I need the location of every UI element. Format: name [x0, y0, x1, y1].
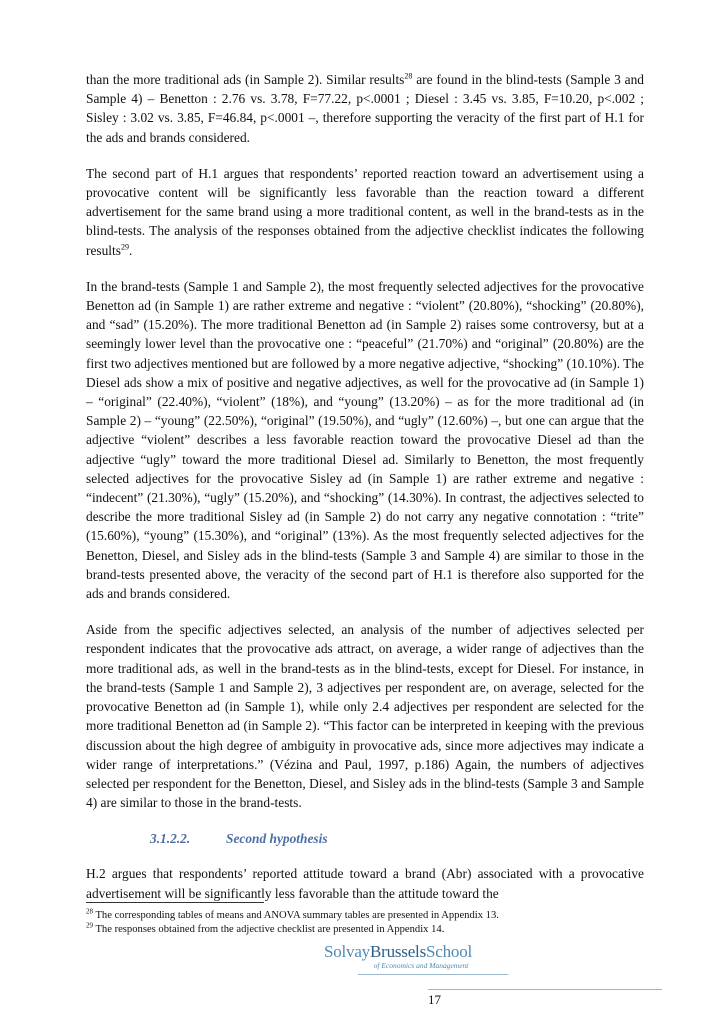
footnote-29 — [86, 923, 646, 937]
logo-part-brussels: Brussels — [369, 942, 427, 961]
footnote-text: The corresponding tables of means and ANOVA summary tables are presented in Appendix 13. — [93, 910, 499, 921]
logo-part-solvay: Solvay — [323, 942, 370, 961]
logo-wordmark — [288, 942, 508, 961]
paragraph-3 — [86, 277, 644, 603]
footnote-ref-29[interactable]: 29 — [120, 242, 129, 252]
paragraph-4 — [86, 620, 644, 812]
page-number: 17 — [428, 992, 441, 1007]
school-logo — [288, 942, 508, 982]
footnotes — [86, 909, 646, 937]
section-heading — [86, 829, 644, 848]
logo-part-school: School — [426, 942, 473, 961]
paragraph-text: than the more traditional ads (in Sample 2). Similar results — [86, 72, 405, 87]
paragraph-text: . — [128, 242, 133, 258]
section-title: Second hypothesis — [226, 831, 328, 847]
page-number-rule — [428, 989, 662, 990]
paragraph-5 — [86, 864, 644, 902]
paragraph-2 — [86, 164, 644, 260]
section-number: 3.1.2.2. — [150, 831, 191, 847]
logo-subtitle: of Economics and Management — [373, 961, 469, 970]
paragraph-text: The second part of H.1 argues that respondents’ reported reaction toward an advertisement using a provocative content will be significantly less favorable than the reaction toward a different advertisement for the same brand using a more traditional content, as well in the brand-tests as in the blind-tests. The analysis of the responses obtained from the adjective checklist indicates the following results — [86, 165, 644, 258]
paragraph-text: Aside from the specific adjectives selected, an analysis of the number of adjectives selected per respondent indicates that the provocative ads attract, on average, a wider range of adjectives than the more traditional ads, as well in the brand-tests as in the blind-tests, except for Diesel. For instance, in the brand-tests (Sample 1 and Sample 2), 3 adjectives per respondent are, on average, selected for the provocative Benetton ad (in Sample 1), while only 2.4 adjectives per respondent are selected for the more traditional Benetton ad (in Sample 2). “This factor can be interpreted in keeping with the previous discussion about the high degree of ambiguity in provocative ads, since more adjectives may indicate a wider range of interpretations.” (Vézina and Paul, 1997, p.186) Again, the numbers of adjectives selected per respondent for the Benetton, Diesel, and Sisley ads in the blind-tests (Sample 3 and Sample 4) are similar to those in the brand-tests. — [86, 622, 644, 811]
paragraph-text: are found in the blind-tests (Sample 3 and Sample 4) – Benetton : 2.76 vs. 3.78, F=77.22, p<.0001 ; Diesel : 3.45 vs. 3.85, F=10.20, p<.002 ; Sisley : 3.02 vs. 3.85, F=46.84, p<.0001 –, therefore supporting the veracity of the first part of H.1 for the ads and brands considered. — [86, 72, 644, 145]
footnote-ref-28[interactable]: 28 — [404, 71, 413, 81]
footnote-text: The responses obtained from the adjective checklist are presented in Appendix 14. — [93, 924, 445, 935]
footnote-28 — [86, 909, 646, 923]
footnote-number: 29 — [86, 921, 93, 930]
paragraph-1 — [86, 70, 644, 147]
logo-underline — [358, 974, 508, 975]
document-body — [86, 70, 644, 920]
paragraph-text: In the brand-tests (Sample 1 and Sample 2), the most frequently selected adjectives for the provocative Benetton ad (in Sample 1) are rather extreme and negative : “violent” (20.80%), “shocking” (20.80%), and “sad” (15.20%). The more traditional Benetton ad (in Sample 2) raises some controversy, but at a seemingly lower level than the provocative one : “peaceful” (21.70%) and “original” (20.80%) are the first two adjectives mentioned but are followed by a more negative adjective, “shocking” (10.10%). The Diesel ads show a mix of positive and negative adjectives, as well for the provocative ad (in Sample 1) – “original” (22.40%), “violent” (18%), and “young” (13.20%) – as for the more traditional ad (in Sample 2) – “young” (22.50%), “original” (19.50%), and “ugly” (12.60%) –, but one can argue that the adjective “violent” describes a less favorable reaction toward the provocative Diesel ad than the adjective “ugly” toward the more traditional Diesel ad. Similarly to Benetton, the most frequently selected adjectives for the provocative Sisley ad (in Sample 1) are rather extreme and negative : “indecent” (21.30%), “ugly” (15.20%), and “shocking” (14.30%). In contrast, the adjectives selected to describe the more traditional Sisley ad (in Sample 2) do not carry any negative connotation : “trite” (15.60%), “young” (15.30%), and “original” (13%). As the most frequently selected adjectives for the Benetton, Diesel, and Sisley ads in the blind-tests (Sample 3 and Sample 4) are similar to those in the brand-tests presented above, the veracity of the second part of H.1 is therefore also supported for the ads and brands considered. — [86, 278, 644, 602]
paragraph-text: H.2 argues that respondents’ reported attitude toward a brand (Abr) associated with a provocative advertisement will be significantly less favorable than the attitude toward the — [86, 866, 644, 901]
footnote-number: 28 — [86, 907, 93, 916]
footnote-divider — [86, 902, 264, 903]
